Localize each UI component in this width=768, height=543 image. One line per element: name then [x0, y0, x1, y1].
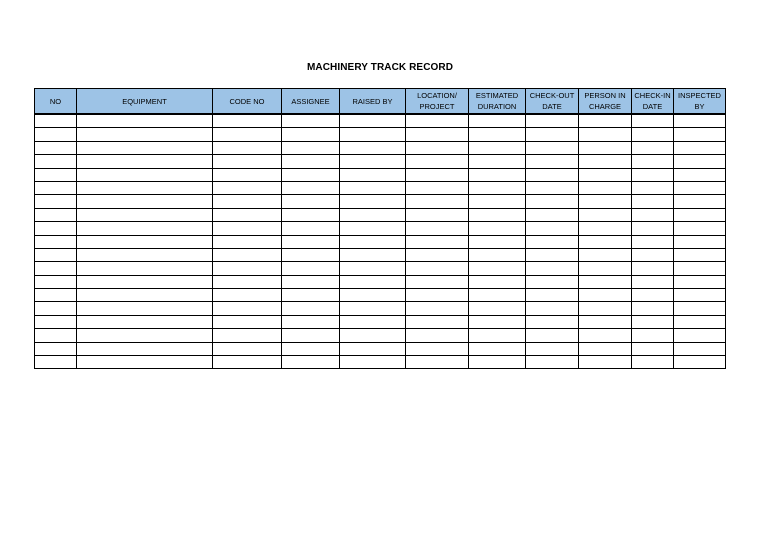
table-cell[interactable] — [579, 262, 632, 275]
record-body — [35, 114, 726, 369]
header-equipment: EQUIPMENT — [77, 89, 213, 115]
table-cell[interactable] — [282, 155, 340, 168]
table-row — [35, 302, 726, 315]
table-cell[interactable] — [632, 128, 674, 141]
table-cell[interactable] — [340, 141, 406, 154]
table-cell[interactable] — [77, 222, 213, 235]
table-cell[interactable] — [77, 275, 213, 288]
table-cell[interactable] — [282, 302, 340, 315]
table-cell[interactable] — [632, 262, 674, 275]
table-cell[interactable] — [632, 315, 674, 328]
table-cell[interactable] — [213, 262, 282, 275]
table-cell[interactable] — [526, 235, 579, 248]
table-cell[interactable] — [579, 208, 632, 221]
table-cell[interactable] — [469, 342, 526, 355]
table-cell[interactable] — [674, 342, 726, 355]
table-cell[interactable] — [35, 302, 77, 315]
table-cell[interactable] — [526, 329, 579, 342]
table-cell[interactable] — [526, 262, 579, 275]
table-cell[interactable] — [406, 315, 469, 328]
header-assignee: ASSIGNEE — [282, 89, 340, 115]
table-cell[interactable] — [674, 315, 726, 328]
table-cell[interactable] — [213, 248, 282, 261]
table-cell[interactable] — [469, 262, 526, 275]
table-row — [35, 248, 726, 261]
table-cell[interactable] — [282, 275, 340, 288]
table-row — [35, 155, 726, 168]
table-cell[interactable] — [632, 195, 674, 208]
table-cell[interactable] — [282, 248, 340, 261]
table-cell[interactable] — [632, 181, 674, 194]
table-cell[interactable] — [77, 208, 213, 221]
header-person-in-charge: PERSON IN CHARGE — [579, 89, 632, 115]
table-cell[interactable] — [632, 302, 674, 315]
table-cell[interactable] — [406, 235, 469, 248]
table-cell[interactable] — [632, 168, 674, 181]
table-cell[interactable] — [77, 342, 213, 355]
header-inspected-by: INSPECTED BY — [674, 89, 726, 115]
table-row — [35, 289, 726, 302]
table-cell[interactable] — [77, 248, 213, 261]
table-row — [35, 195, 726, 208]
table-cell[interactable] — [526, 289, 579, 302]
table-cell[interactable] — [77, 289, 213, 302]
table-cell[interactable] — [526, 155, 579, 168]
table-cell[interactable] — [35, 235, 77, 248]
table-cell[interactable] — [282, 114, 340, 128]
table-cell[interactable] — [340, 342, 406, 355]
table-cell[interactable] — [340, 114, 406, 128]
table-cell[interactable] — [469, 155, 526, 168]
table-cell[interactable] — [579, 302, 632, 315]
table-cell[interactable] — [579, 356, 632, 369]
table-cell[interactable] — [406, 168, 469, 181]
table-cell[interactable] — [77, 168, 213, 181]
table-cell[interactable] — [35, 208, 77, 221]
table-cell[interactable] — [632, 208, 674, 221]
table-cell[interactable] — [579, 155, 632, 168]
table-cell[interactable] — [406, 262, 469, 275]
table-cell[interactable] — [282, 329, 340, 342]
table-cell[interactable] — [340, 235, 406, 248]
table-cell[interactable] — [340, 195, 406, 208]
table-cell[interactable] — [579, 141, 632, 154]
table-cell[interactable] — [213, 235, 282, 248]
table-cell[interactable] — [35, 289, 77, 302]
table-cell[interactable] — [579, 168, 632, 181]
table-cell[interactable] — [282, 289, 340, 302]
table-cell[interactable] — [469, 235, 526, 248]
table-cell[interactable] — [469, 168, 526, 181]
table-cell[interactable] — [526, 141, 579, 154]
table-cell[interactable] — [340, 168, 406, 181]
table-cell[interactable] — [469, 329, 526, 342]
table-row — [35, 114, 726, 128]
table-cell[interactable] — [340, 289, 406, 302]
table-cell[interactable] — [340, 315, 406, 328]
table-cell[interactable] — [35, 342, 77, 355]
table-cell[interactable] — [674, 248, 726, 261]
table-cell[interactable] — [213, 315, 282, 328]
table-cell[interactable] — [632, 289, 674, 302]
table-row — [35, 235, 726, 248]
table-cell[interactable] — [35, 128, 77, 141]
table-cell[interactable] — [632, 114, 674, 128]
table-cell[interactable] — [340, 248, 406, 261]
table-cell[interactable] — [77, 302, 213, 315]
header-raised-by: RAISED BY — [340, 89, 406, 115]
table-cell[interactable] — [340, 275, 406, 288]
table-cell[interactable] — [469, 222, 526, 235]
table-cell[interactable] — [579, 275, 632, 288]
table-cell[interactable] — [632, 141, 674, 154]
table-cell[interactable] — [406, 356, 469, 369]
table-cell[interactable] — [282, 195, 340, 208]
table-cell[interactable] — [579, 289, 632, 302]
table-cell[interactable] — [340, 329, 406, 342]
table-cell[interactable] — [406, 208, 469, 221]
table-cell[interactable] — [406, 289, 469, 302]
header-location-project: LOCATION/ PROJECT — [406, 89, 469, 115]
table-cell[interactable] — [77, 141, 213, 154]
table-cell[interactable] — [406, 342, 469, 355]
table-cell[interactable] — [282, 128, 340, 141]
table-cell[interactable] — [632, 275, 674, 288]
table-cell[interactable] — [340, 155, 406, 168]
table-cell[interactable] — [213, 208, 282, 221]
table-cell[interactable] — [579, 315, 632, 328]
table-cell[interactable] — [674, 302, 726, 315]
table-cell[interactable] — [77, 262, 213, 275]
table-cell[interactable] — [406, 275, 469, 288]
machinery-record-table — [34, 88, 726, 369]
table-cell[interactable] — [406, 128, 469, 141]
table-cell[interactable] — [340, 222, 406, 235]
table-cell[interactable] — [469, 302, 526, 315]
table-cell[interactable] — [35, 168, 77, 181]
table-cell[interactable] — [282, 222, 340, 235]
table-cell[interactable] — [674, 222, 726, 235]
table-cell[interactable] — [282, 342, 340, 355]
table-cell[interactable] — [469, 195, 526, 208]
table-cell[interactable] — [674, 141, 726, 154]
table-cell[interactable] — [213, 195, 282, 208]
table-cell[interactable] — [632, 222, 674, 235]
table-cell[interactable] — [77, 114, 213, 128]
table-cell[interactable] — [35, 195, 77, 208]
table-cell[interactable] — [77, 356, 213, 369]
table-cell[interactable] — [674, 114, 726, 128]
table-cell[interactable] — [469, 248, 526, 261]
table-cell[interactable] — [213, 155, 282, 168]
header-check-out-date: CHECK-OUT DATE — [526, 89, 579, 115]
table-cell[interactable] — [469, 128, 526, 141]
table-cell[interactable] — [674, 181, 726, 194]
table-cell[interactable] — [213, 141, 282, 154]
table-cell[interactable] — [213, 181, 282, 194]
table-cell[interactable] — [282, 356, 340, 369]
table-cell[interactable] — [35, 155, 77, 168]
table-cell[interactable] — [579, 128, 632, 141]
table-cell[interactable] — [77, 235, 213, 248]
table-row — [35, 168, 726, 181]
table-cell[interactable] — [77, 315, 213, 328]
table-cell[interactable] — [526, 181, 579, 194]
table-cell[interactable] — [213, 128, 282, 141]
table-cell[interactable] — [213, 275, 282, 288]
table-cell[interactable] — [674, 275, 726, 288]
table-cell[interactable] — [579, 181, 632, 194]
table-cell[interactable] — [35, 356, 77, 369]
table-cell[interactable] — [35, 141, 77, 154]
header-no: NO — [35, 89, 77, 115]
table-cell[interactable] — [35, 248, 77, 261]
table-cell[interactable] — [674, 155, 726, 168]
table-cell[interactable] — [35, 222, 77, 235]
table-cell[interactable] — [213, 356, 282, 369]
table-cell[interactable] — [213, 302, 282, 315]
table-cell[interactable] — [526, 275, 579, 288]
table-cell[interactable] — [632, 342, 674, 355]
table-cell[interactable] — [282, 181, 340, 194]
table-cell[interactable] — [213, 342, 282, 355]
table-cell[interactable] — [469, 181, 526, 194]
table-cell[interactable] — [77, 155, 213, 168]
table-cell[interactable] — [406, 155, 469, 168]
table-row — [35, 262, 726, 275]
document-title: MACHINERY TRACK RECORD — [306, 62, 454, 73]
table-cell[interactable] — [579, 222, 632, 235]
table-row — [35, 208, 726, 221]
table-cell[interactable] — [35, 275, 77, 288]
table-cell[interactable] — [526, 195, 579, 208]
table-cell[interactable] — [77, 181, 213, 194]
table-cell[interactable] — [579, 114, 632, 128]
table-cell[interactable] — [469, 114, 526, 128]
table-cell[interactable] — [406, 329, 469, 342]
table-cell[interactable] — [35, 329, 77, 342]
table-cell[interactable] — [632, 248, 674, 261]
table-row — [35, 141, 726, 154]
table-cell[interactable] — [282, 141, 340, 154]
table-cell[interactable] — [579, 248, 632, 261]
table-row — [35, 128, 726, 141]
table-cell[interactable] — [77, 195, 213, 208]
table-cell[interactable] — [579, 235, 632, 248]
table-row — [35, 181, 726, 194]
table-row — [35, 342, 726, 355]
table-cell[interactable] — [340, 208, 406, 221]
table-cell[interactable] — [674, 289, 726, 302]
table-cell[interactable] — [469, 315, 526, 328]
table-cell[interactable] — [35, 315, 77, 328]
table-cell[interactable] — [526, 356, 579, 369]
table-cell[interactable] — [282, 262, 340, 275]
table-cell[interactable] — [674, 235, 726, 248]
table-cell[interactable] — [526, 114, 579, 128]
table-cell[interactable] — [526, 128, 579, 141]
table-cell[interactable] — [579, 342, 632, 355]
table-cell[interactable] — [406, 141, 469, 154]
table-cell[interactable] — [674, 356, 726, 369]
table-cell[interactable] — [282, 208, 340, 221]
table-cell[interactable] — [632, 356, 674, 369]
header-check-in-date: CHECK-IN DATE — [632, 89, 674, 115]
table-cell[interactable] — [35, 181, 77, 194]
table-cell[interactable] — [213, 168, 282, 181]
table-cell[interactable] — [469, 356, 526, 369]
table-cell[interactable] — [213, 114, 282, 128]
table-cell[interactable] — [282, 315, 340, 328]
table-cell[interactable] — [674, 168, 726, 181]
table-cell[interactable] — [282, 235, 340, 248]
table-cell[interactable] — [526, 168, 579, 181]
table-cell[interactable] — [406, 222, 469, 235]
table-cell[interactable] — [526, 302, 579, 315]
table-cell[interactable] — [340, 181, 406, 194]
header-code-no: CODE NO — [213, 89, 282, 115]
table-cell[interactable] — [35, 262, 77, 275]
table-cell[interactable] — [340, 128, 406, 141]
table-cell[interactable] — [469, 208, 526, 221]
table-row — [35, 315, 726, 328]
table-cell[interactable] — [674, 128, 726, 141]
table-cell[interactable] — [526, 342, 579, 355]
table-row — [35, 275, 726, 288]
header-row — [35, 89, 726, 115]
table-row — [35, 356, 726, 369]
table-cell[interactable] — [526, 248, 579, 261]
table-cell[interactable] — [469, 141, 526, 154]
table-cell[interactable] — [213, 222, 282, 235]
table-cell[interactable] — [77, 128, 213, 141]
table-row — [35, 329, 726, 342]
header-estimated-duration: ESTIMATED DURATION — [469, 89, 526, 115]
table-cell[interactable] — [406, 181, 469, 194]
table-cell[interactable] — [674, 195, 726, 208]
table-cell[interactable] — [213, 329, 282, 342]
table-cell[interactable] — [340, 262, 406, 275]
table-cell[interactable] — [632, 235, 674, 248]
table-cell[interactable] — [406, 302, 469, 315]
table-cell[interactable] — [406, 248, 469, 261]
table-cell[interactable] — [35, 114, 77, 128]
table-cell[interactable] — [469, 275, 526, 288]
table-cell[interactable] — [406, 195, 469, 208]
table-cell[interactable] — [526, 208, 579, 221]
table-cell[interactable] — [632, 155, 674, 168]
table-cell[interactable] — [406, 114, 469, 128]
table-cell[interactable] — [340, 356, 406, 369]
table-cell[interactable] — [526, 222, 579, 235]
table-cell[interactable] — [579, 329, 632, 342]
table-cell[interactable] — [674, 262, 726, 275]
table-cell[interactable] — [77, 329, 213, 342]
table-cell[interactable] — [674, 208, 726, 221]
table-cell[interactable] — [282, 168, 340, 181]
table-row — [35, 222, 726, 235]
table-cell[interactable] — [579, 195, 632, 208]
table-cell[interactable] — [340, 302, 406, 315]
table-cell[interactable] — [526, 315, 579, 328]
table-cell[interactable] — [632, 329, 674, 342]
table-cell[interactable] — [213, 289, 282, 302]
table-cell[interactable] — [469, 289, 526, 302]
table-cell[interactable] — [674, 329, 726, 342]
